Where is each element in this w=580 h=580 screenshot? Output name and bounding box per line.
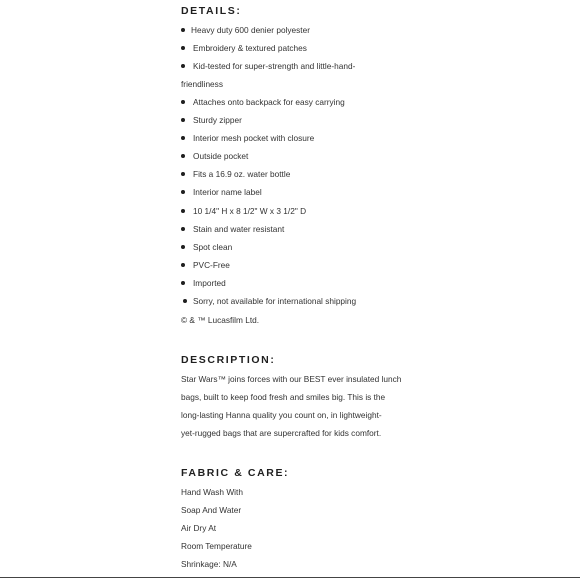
details-heading: DETAILS: bbox=[181, 5, 242, 17]
details-item-label: Sorry, not available for international shipping bbox=[193, 296, 357, 306]
details-item bbox=[181, 60, 355, 72]
details-item bbox=[181, 150, 248, 162]
details-item-label: PVC-Free bbox=[193, 260, 230, 270]
details-item bbox=[181, 205, 306, 217]
details-item-label: Imported bbox=[193, 278, 226, 288]
details-item-label: Interior mesh pocket with closure bbox=[193, 133, 315, 143]
bullet-icon bbox=[181, 263, 185, 267]
bullet-icon bbox=[181, 281, 185, 285]
bottom-divider bbox=[0, 577, 580, 578]
details-item bbox=[181, 24, 310, 36]
details-item bbox=[181, 132, 314, 144]
bullet-icon bbox=[181, 209, 185, 213]
bullet-icon bbox=[181, 154, 185, 158]
fabric-care-line: Room Temperature bbox=[181, 541, 252, 551]
details-item bbox=[181, 168, 290, 180]
bullet-icon bbox=[181, 64, 185, 68]
details-item-label: Stain and water resistant bbox=[193, 224, 285, 234]
details-item bbox=[181, 42, 307, 54]
bullet-icon bbox=[181, 118, 185, 122]
details-item-label: Fits a 16.9 oz. water bottle bbox=[193, 169, 291, 179]
details-item-label: Embroidery & textured patches bbox=[193, 43, 307, 53]
details-item bbox=[181, 241, 232, 253]
details-item-label: Kid-tested for super-strength and little-hand- bbox=[193, 61, 356, 71]
bullet-icon bbox=[181, 172, 185, 176]
fabric-care-line: Shrinkage: N/A bbox=[181, 559, 237, 569]
details-item-label: Outside pocket bbox=[193, 151, 249, 161]
bullet-icon bbox=[183, 299, 187, 303]
details-item bbox=[181, 223, 284, 235]
details-item-label: Interior name label bbox=[193, 187, 262, 197]
description-line: bags, built to keep food fresh and smiles big. This is the bbox=[181, 392, 386, 402]
bullet-icon bbox=[181, 227, 185, 231]
bullet-icon bbox=[181, 245, 185, 249]
description-heading: DESCRIPTION: bbox=[181, 354, 276, 366]
details-item bbox=[181, 96, 345, 108]
description-line: yet-rugged bags that are supercrafted for kids comfort. bbox=[181, 428, 382, 438]
details-item-label: Attaches onto backpack for easy carrying bbox=[193, 97, 345, 107]
details-item-label: Heavy duty 600 denier polyester bbox=[191, 25, 310, 35]
fabric-care-line: Soap And Water bbox=[181, 505, 242, 515]
bullet-icon bbox=[181, 136, 185, 140]
bullet-icon bbox=[181, 190, 185, 194]
bullet-icon bbox=[181, 100, 185, 104]
details-item bbox=[181, 186, 262, 198]
fabric-care-line: Air Dry At bbox=[181, 523, 217, 533]
fabric-care-heading: FABRIC & CARE: bbox=[181, 467, 290, 479]
description-line: long-lasting Hanna quality you count on, in lightweight- bbox=[181, 410, 382, 420]
copyright-note: © & ™ Lucasfilm Ltd. bbox=[181, 315, 260, 325]
fabric-care-line: Hand Wash With bbox=[181, 487, 243, 497]
details-item-label: Sturdy zipper bbox=[193, 115, 242, 125]
details-item bbox=[181, 259, 230, 271]
details-item bbox=[181, 277, 226, 289]
details-item-label: Spot clean bbox=[193, 242, 233, 252]
bullet-icon bbox=[181, 28, 185, 32]
bullet-icon bbox=[181, 46, 185, 50]
details-item-label: 10 1/4" H x 8 1/2" W x 3 1/2" D bbox=[193, 206, 307, 216]
description-line: Star Wars™ joins forces with our BEST ever insulated lunch bbox=[181, 374, 402, 384]
details-item bbox=[181, 295, 356, 307]
details-item bbox=[181, 114, 242, 126]
details-item-continuation: friendliness bbox=[181, 79, 223, 89]
